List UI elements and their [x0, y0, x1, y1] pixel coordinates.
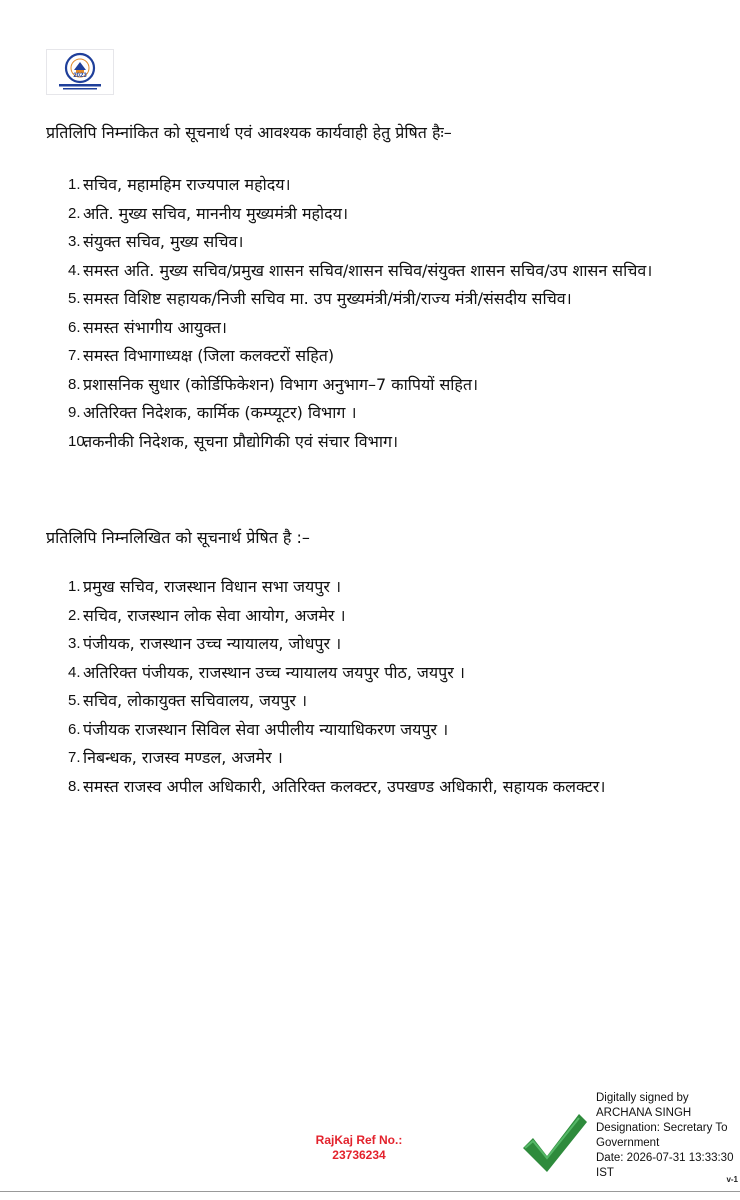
list-item-number: 6. [68, 318, 81, 336]
list-item-number: 1. [68, 578, 81, 595]
list-item-number: 9. [68, 404, 81, 421]
list-item [68, 774, 678, 801]
list-item-number: 2. [68, 606, 81, 624]
list-item-text: समस्त संभागीय आयुक्त। [83, 317, 227, 337]
list-item-text: समस्त अति. मुख्य सचिव/प्रमुख शासन सचिव/शासन सचिव/संयुक्त शासन सचिव/उप शासन सचिव। [83, 260, 653, 280]
list-item [68, 229, 678, 256]
list-item-text: अति. मुख्य सचिव, माननीय मुख्यमंत्री महोदय। [83, 203, 349, 223]
list-item [68, 400, 678, 427]
list-item-text: निबन्धक, राजस्व मण्डल, अजमेर । [83, 748, 283, 767]
signature-verified-check-icon [519, 1106, 589, 1178]
list-item-text: पंजीयक राजस्थान सिविल सेवा अपीलीय न्यायाधिकरण जयपुर । [83, 719, 449, 739]
signature-date: Date: 2026-07-31 13:33:30 [596, 1152, 734, 1164]
list-item-text: अतिरिक्त पंजीयक, राजस्थान उच्च न्यायालय जयपुर पीठ, जयपुर । [83, 662, 465, 682]
list-item-text: समस्त राजस्व अपील अधिकारी, अतिरिक्त कलक्टर, उपखण्ड अधिकारी, सहायक कलक्टर। [83, 776, 606, 796]
list-item-number: 3. [68, 635, 81, 652]
list-item [68, 745, 678, 772]
list-item-number: 2. [68, 204, 81, 222]
list-item-number: 3. [68, 233, 81, 250]
list-item-text: समस्त विभागाध्यक्ष (जिला कलक्टरों सहित) [83, 346, 335, 365]
list-item-text: अतिरिक्त निदेशक, कार्मिक (कम्प्यूटर) विभाग । [83, 403, 357, 422]
list-item [68, 429, 678, 456]
list-item-number: 4. [68, 663, 81, 681]
ref-label: RajKaj Ref No.: [315, 1133, 403, 1147]
list-item-number: 8. [68, 375, 81, 393]
rajkaj-reference [304, 1133, 414, 1163]
organization-logo [46, 49, 114, 95]
signature-line: Government [596, 1137, 660, 1149]
list-item [68, 717, 678, 744]
list-item-number: 8. [68, 777, 81, 795]
list-item-text: पंजीयक, राजस्थान उच्च न्यायालय, जोधपुर । [83, 634, 342, 653]
page-bottom-divider [0, 1191, 740, 1192]
list-item-text: सचिव, महामहिम राज्यपाल महोदय। [83, 175, 291, 194]
list-item-number: 5. [68, 692, 81, 709]
list-item [68, 258, 678, 285]
list-item-number: 6. [68, 720, 81, 738]
list-item [68, 688, 678, 715]
copy-section-1-list [68, 172, 678, 457]
list-item [68, 574, 678, 601]
copy-section-2-list [68, 574, 678, 802]
ref-number: 23736234 [332, 1148, 386, 1162]
signature-line: Designation: Secretary To [596, 1122, 728, 1134]
emblem-icon [47, 50, 113, 94]
list-item [68, 343, 678, 370]
list-item [68, 660, 678, 687]
list-item [68, 172, 678, 199]
list-item-text: प्रमुख सचिव, राजस्थान विधान सभा जयपुर । [83, 577, 342, 596]
logo-year: 2023 [73, 73, 87, 79]
list-item-number: 7. [68, 347, 81, 364]
list-item-number: 10. [68, 432, 89, 450]
signature-name: ARCHANA SINGH [596, 1107, 692, 1119]
list-item [68, 603, 678, 630]
copy-section-2-heading: प्रतिलिपि निम्नलिखित को सूचनार्थ प्रेषित है :– [46, 528, 310, 547]
list-item-number: 1. [68, 176, 81, 193]
list-item-number: 5. [68, 290, 81, 307]
digital-signature-block [596, 1091, 740, 1181]
list-item-text: सचिव, लोकायुक्त सचिवालय, जयपुर । [83, 691, 308, 710]
list-item [68, 201, 678, 228]
version-label: v-1 [726, 1175, 738, 1184]
list-item-text: प्रशासनिक सुधार (कोर्डिफिकेशन) विभाग अनुभाग–7 कापियों सहित। [83, 374, 479, 394]
list-item-text: समस्त विशिष्ट सहायक/निजी सचिव मा. उप मुख्यमंत्री/मंत्री/राज्य मंत्री/संसदीय सचिव। [83, 289, 572, 308]
list-item-text: संयुक्त सचिव, मुख्य सचिव। [83, 232, 244, 251]
list-item-text: सचिव, राजस्थान लोक सेवा आयोग, अजमेर । [83, 605, 346, 625]
copy-section-1-heading: प्रतिलिपि निम्नांकित को सूचनार्थ एवं आवश्यक कार्यवाही हेतु प्रेषित हैः– [46, 123, 452, 142]
list-item [68, 631, 678, 658]
list-item-number: 7. [68, 749, 81, 766]
signature-line: IST [596, 1167, 614, 1179]
list-item [68, 286, 678, 313]
list-item [68, 315, 678, 342]
list-item [68, 372, 678, 399]
list-item-text: तकनीकी निदेशक, सूचना प्रौद्योगिकी एवं संचार विभाग। [83, 431, 399, 451]
list-item-number: 4. [68, 261, 81, 279]
signature-line: Digitally signed by [596, 1092, 689, 1104]
